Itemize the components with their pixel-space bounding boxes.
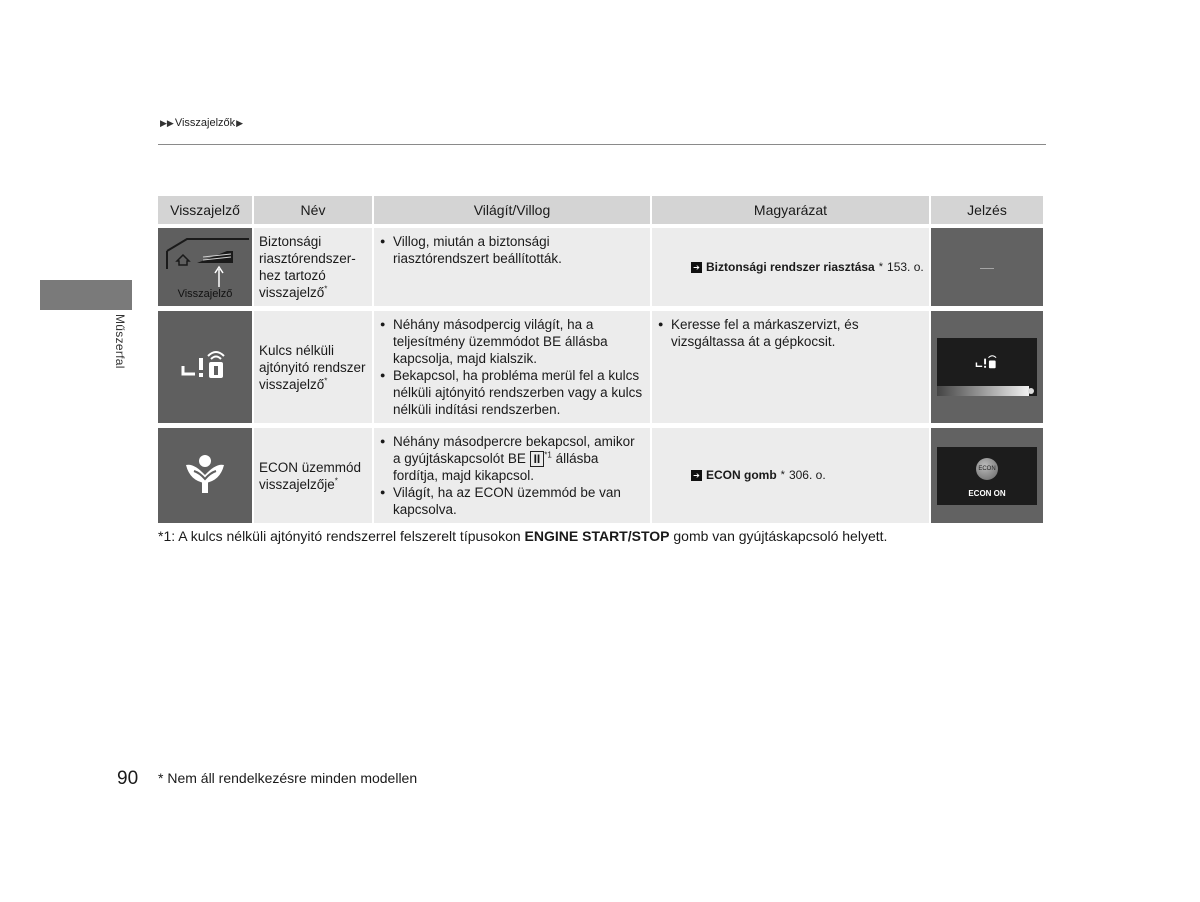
arrow-right-icon: ▶▶ bbox=[160, 117, 174, 128]
indicator-explanation bbox=[652, 428, 931, 528]
indicator-caption: Visszajelző bbox=[177, 288, 233, 300]
arrow-right-icon: ▶ bbox=[236, 117, 244, 128]
display-bar bbox=[937, 386, 1029, 396]
breadcrumb-label: Visszajelzők bbox=[174, 117, 236, 129]
indicator-behavior bbox=[374, 311, 652, 428]
page-reference[interactable]: ➔ Biztonsági rendszer riasztása * 153. o. bbox=[657, 259, 924, 276]
header-indicator: Visszajelző bbox=[158, 196, 254, 228]
behavior-item: ● Néhány másodpercig világít, ha a teljesítmény üzemmódot BE állásba kapcsolja, majd kialszik. bbox=[379, 316, 645, 367]
table-header-row bbox=[158, 196, 1045, 228]
econ-status: ECON ON bbox=[968, 488, 1006, 498]
info-dot-icon bbox=[1028, 388, 1034, 394]
header-explanation: Magyarázat bbox=[652, 196, 931, 228]
econ-indicator-cell bbox=[158, 428, 254, 528]
indicator-behavior bbox=[374, 228, 652, 311]
display-screenshot bbox=[937, 447, 1037, 505]
keyless-access-icon bbox=[972, 350, 1002, 374]
indicator-name: ECON üzemmód visszajelzője* bbox=[254, 428, 374, 528]
behavior-item: ● Világít, ha az ECON üzemmód be van kapcsolva. bbox=[379, 484, 645, 518]
explanation-item: ● Keresse fel a márkaszervizt, és vizsgáltassa át a gépkocsit. bbox=[657, 316, 924, 350]
table-row bbox=[158, 428, 1045, 528]
breadcrumb bbox=[160, 117, 243, 129]
page-reference[interactable]: ➔ ECON gomb * 306. o. bbox=[657, 467, 924, 484]
section-tab bbox=[40, 280, 132, 310]
ignition-position-icon: II bbox=[530, 451, 545, 467]
behavior-item: ● Villog, miután a biztonsági riasztórendszert beállították. bbox=[379, 233, 645, 267]
security-alarm-icon bbox=[159, 229, 251, 301]
header-signal: Jelzés bbox=[931, 196, 1045, 228]
section-label: Műszerfal bbox=[113, 314, 127, 369]
indicator-name: Kulcs nélküli ajtónyitó rendszer visszajelző* bbox=[254, 311, 374, 428]
indicator-name: Biztonsági riasztórendszer-hez tartozó visszajelző* bbox=[254, 228, 374, 311]
indicator-explanation bbox=[652, 228, 931, 311]
behavior-item: ● Bekapcsol, ha probléma merül fel a kulcs nélküli ajtónyitó rendszerben vagy a kulcs nélküli indítási rendszerben. bbox=[379, 367, 645, 418]
reference-arrow-icon: ➔ bbox=[691, 262, 702, 273]
indicator-behavior bbox=[374, 428, 652, 528]
header-rule bbox=[158, 144, 1046, 145]
behavior-item: ● Néhány másodpercre bekapcsol, amikor a gyújtáskapcsolót BE II $^{*1}$ állásba fordítja, majd kikapcsol. bbox=[379, 433, 645, 484]
indicator-signal bbox=[931, 428, 1045, 528]
indicator-explanation bbox=[652, 311, 931, 428]
security-alarm-indicator-cell bbox=[158, 228, 254, 311]
indicator-table bbox=[158, 196, 1045, 528]
availability-note: * Nem áll rendelkezésre minden modellen bbox=[158, 770, 418, 786]
footnote: *1: A kulcs nélküli ajtónyitó rendszerrel felszerelt típusokon ENGINE START/STOP gomb van gyújtáskapcsoló helyett. bbox=[158, 528, 888, 544]
header-name: Név bbox=[254, 196, 374, 228]
keyless-indicator-cell bbox=[158, 311, 254, 428]
econ-leaf-icon bbox=[180, 451, 230, 497]
indicator-signal bbox=[931, 311, 1045, 428]
indicator-signal: — bbox=[931, 228, 1045, 311]
header-behavior: Világít/Villog bbox=[374, 196, 652, 228]
reference-arrow-icon: ➔ bbox=[691, 470, 702, 481]
table-row bbox=[158, 228, 1045, 311]
display-screenshot bbox=[937, 338, 1037, 396]
page-number: 90 bbox=[117, 768, 139, 789]
table-row bbox=[158, 311, 1045, 428]
econ-button-icon: ECON bbox=[976, 458, 998, 480]
keyless-access-icon bbox=[175, 340, 235, 390]
